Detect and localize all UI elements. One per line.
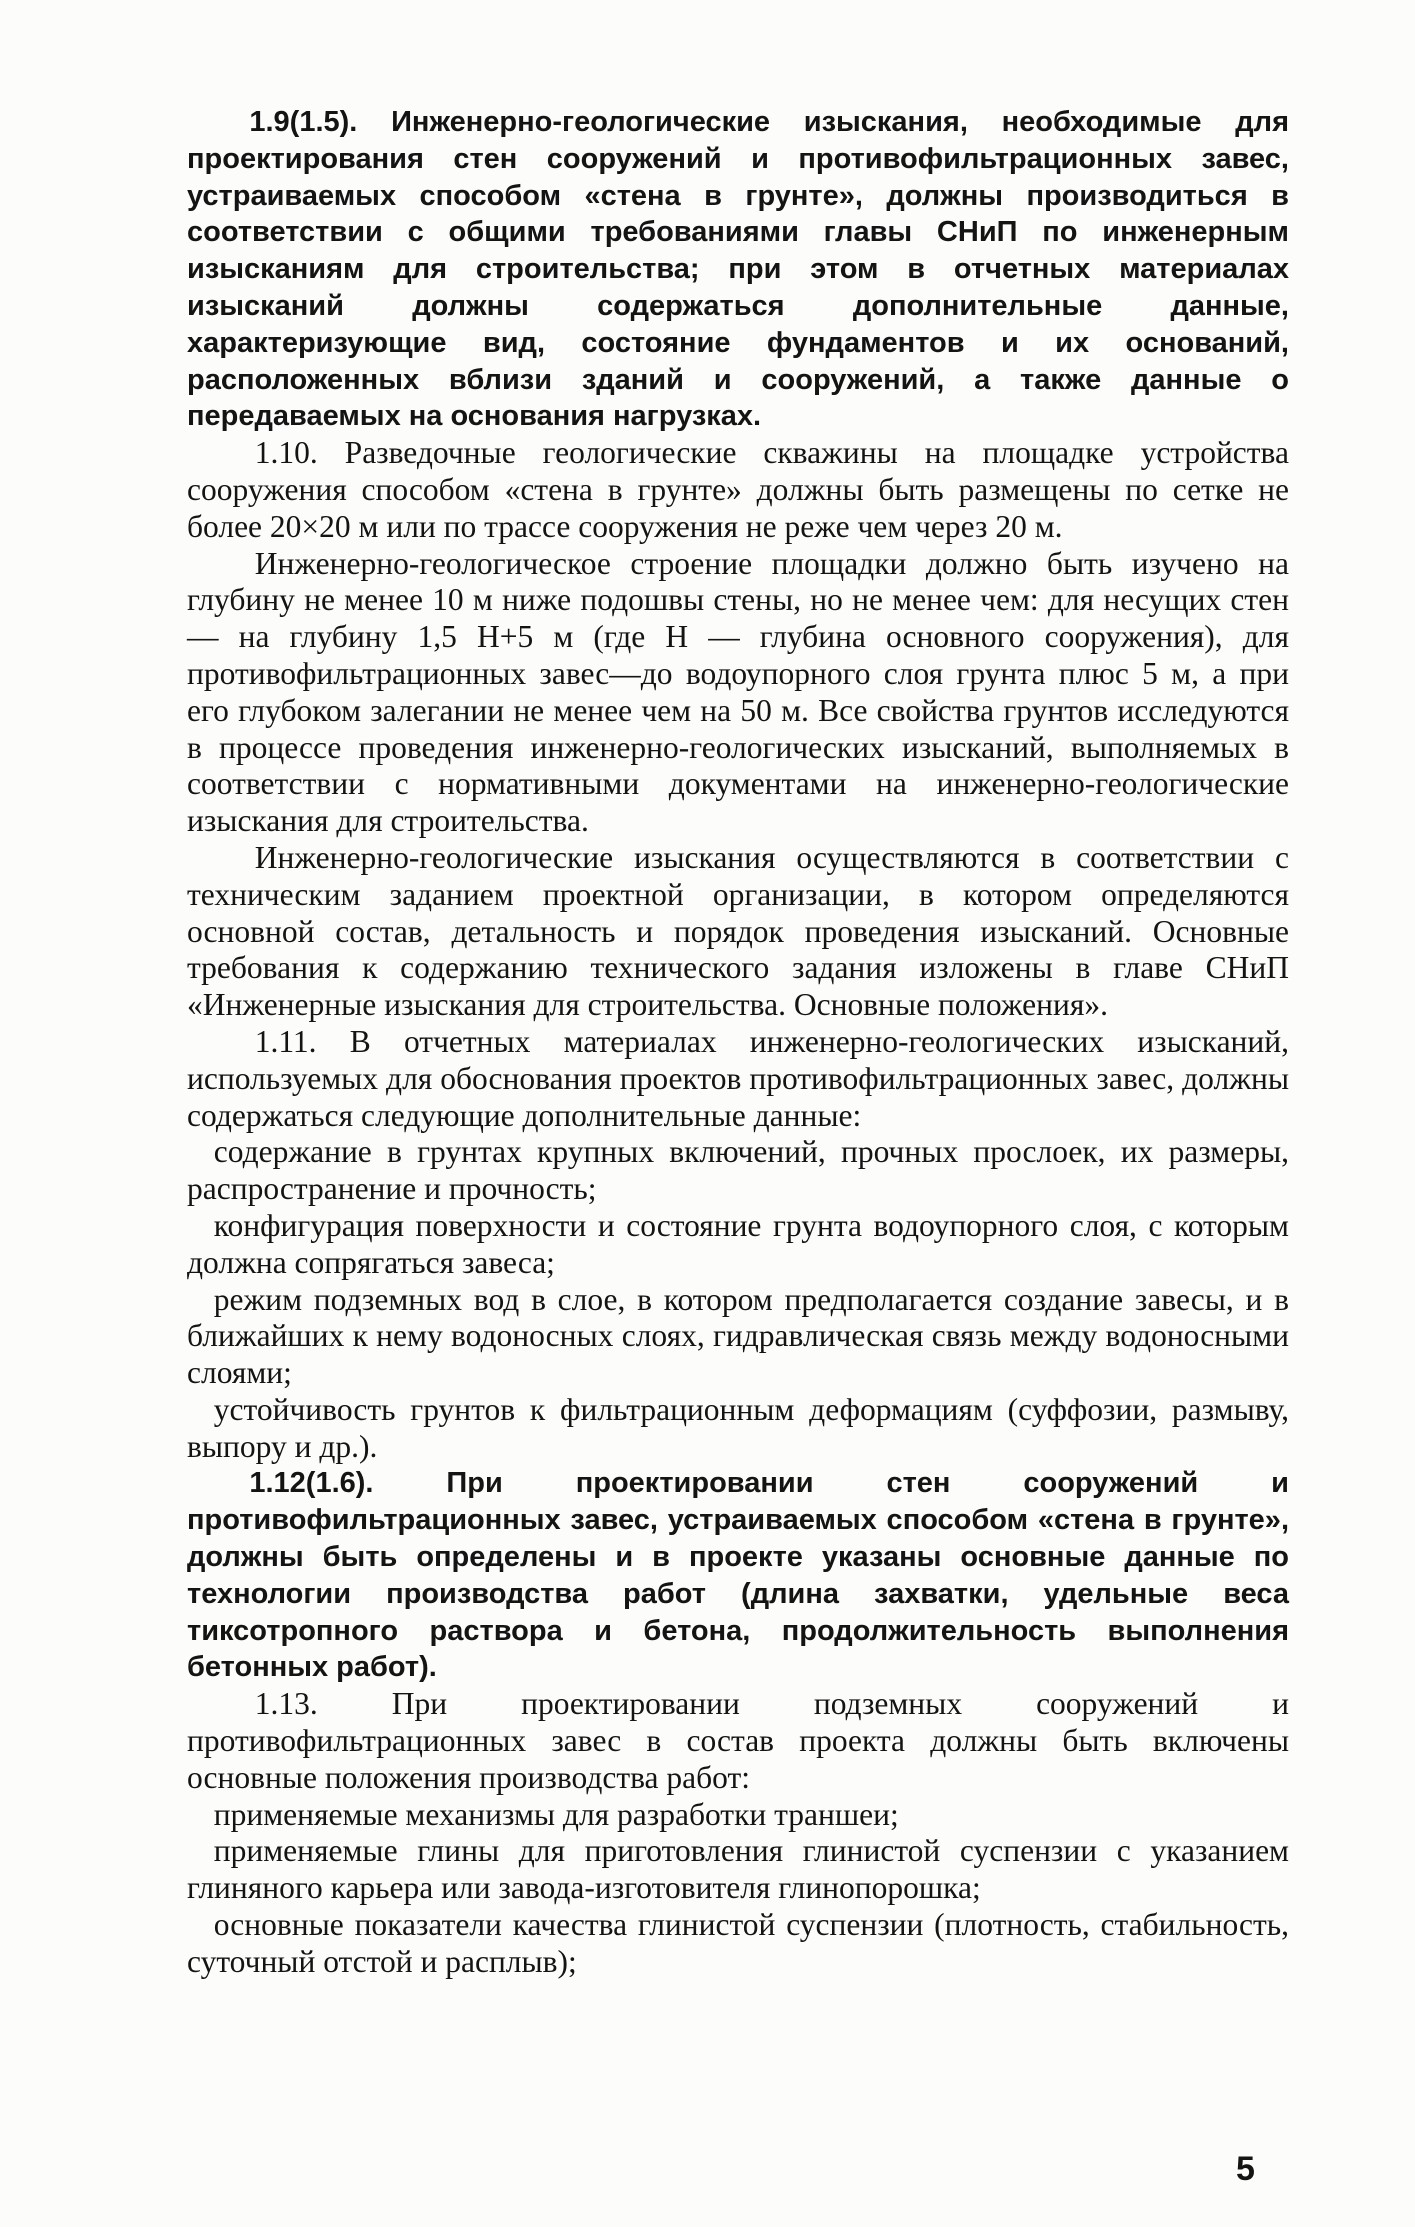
paragraph-1-11: 1.11. В отчетных материалах инженерно-геологических изысканий, используемых для обоснования проектов противофильтрационных завес, должны содержаться следующие дополнительные данные: [187, 1023, 1289, 1133]
paragraph-1-13: 1.13. При проектировании подземных сооружений и противофильтрационных завес в состав проекта должны быть включены основные положения производства работ: [187, 1686, 1289, 1795]
list-item: основные показатели качества глинистой суспензии (плотность, стабильность, суточный отстой и расплыв); [187, 1907, 1289, 1979]
paragraph-1-10: 1.10. Разведочные геологические скважины на площадке устройства сооружения способом «стена в грунте» должны быть размещены по сетке не более 20×20 м или по трассе сооружения не реже чем через 20 м. [187, 435, 1289, 544]
list-item: содержание в грунтах крупных включений, прочных прослоек, их размеры, распространение и прочность; [187, 1134, 1289, 1207]
list-item: применяемые механизмы для разработки траншеи; [213, 1796, 899, 1832]
page-number: 5 [1236, 2150, 1255, 2188]
list-item: устойчивость грунтов к фильтрационным деформациям (суффозии, размыву, выпору и др.). [187, 1391, 1289, 1464]
list-item: конфигурация поверхности и состояние грунта водоупорного слоя, с которым должна сопрягаться завеса; [187, 1207, 1289, 1280]
list-item: режим подземных вод в слое, в котором предполагается создание завесы, и в ближайших к нему водоносных слоях, гидравлическая связь между водоносными слоями; [187, 1281, 1289, 1391]
paragraph-survey-assignment: Инженерно-геологические изыскания осуществляются в соответствии с техническим заданием проектной организации, в котором определяются основной состав, детальность и порядок проведения изысканий. Основные требования к содержанию технического задания изложены в главе СНиП «Инженерные изыскания для строительства. Основные положения». [187, 839, 1289, 1023]
paragraph-1-9: 1.9(1.5). Инженерно-геологические изыскания, необходимые для проектирования стен сооружений и противофильтрационных завес, устраиваемых способом «стена в грунте», должны производиться в соответствии с общими требованиями главы СНиП по инженерным изысканиям для строительства; при этом в отчетных материалах изысканий должны содержаться дополнительные данные, характеризующие вид, состояние фундаментов и их оснований, расположенных вблизи зданий и сооружений, а также данные о передаваемых на основания нагрузках. [187, 106, 1289, 433]
body-text [187, 104, 1289, 1981]
paragraph-1-12: 1.12(1.6). При проектировании стен сооружений и противофильтрационных завес, устраиваемых способом «стена в грунте», должны быть определены и в проекте указаны основные данные по технологии производства работ (длина захватки, удельные веса тиксотропного раствора и бетона, продолжительность выполнения бетонных работ). [187, 1467, 1289, 1684]
paragraph-geology-depth: Инженерно-геологическое строение площадки должно быть изучено на глубину не менее 10 м ниже подошвы стены, но не менее чем: для несущих стен — на глубину 1,5 H+5 м (где H — глубина основного сооружения), для противофильтрационных завес—до водоупорного слоя грунта плюс 5 м, а при его глубоком залегании не менее чем на 50 м. Все свойства грунтов исследуются в процессе проведения инженерно-геологических изысканий, выполняемых в соответствии с нормативными документами на инженерно-геологические изыскания для строительства. [187, 545, 1289, 839]
list-item: применяемые глины для приготовления глинистой суспензии с указанием глиняного карьера или завода-изготовителя глинопорошка; [187, 1833, 1289, 1906]
